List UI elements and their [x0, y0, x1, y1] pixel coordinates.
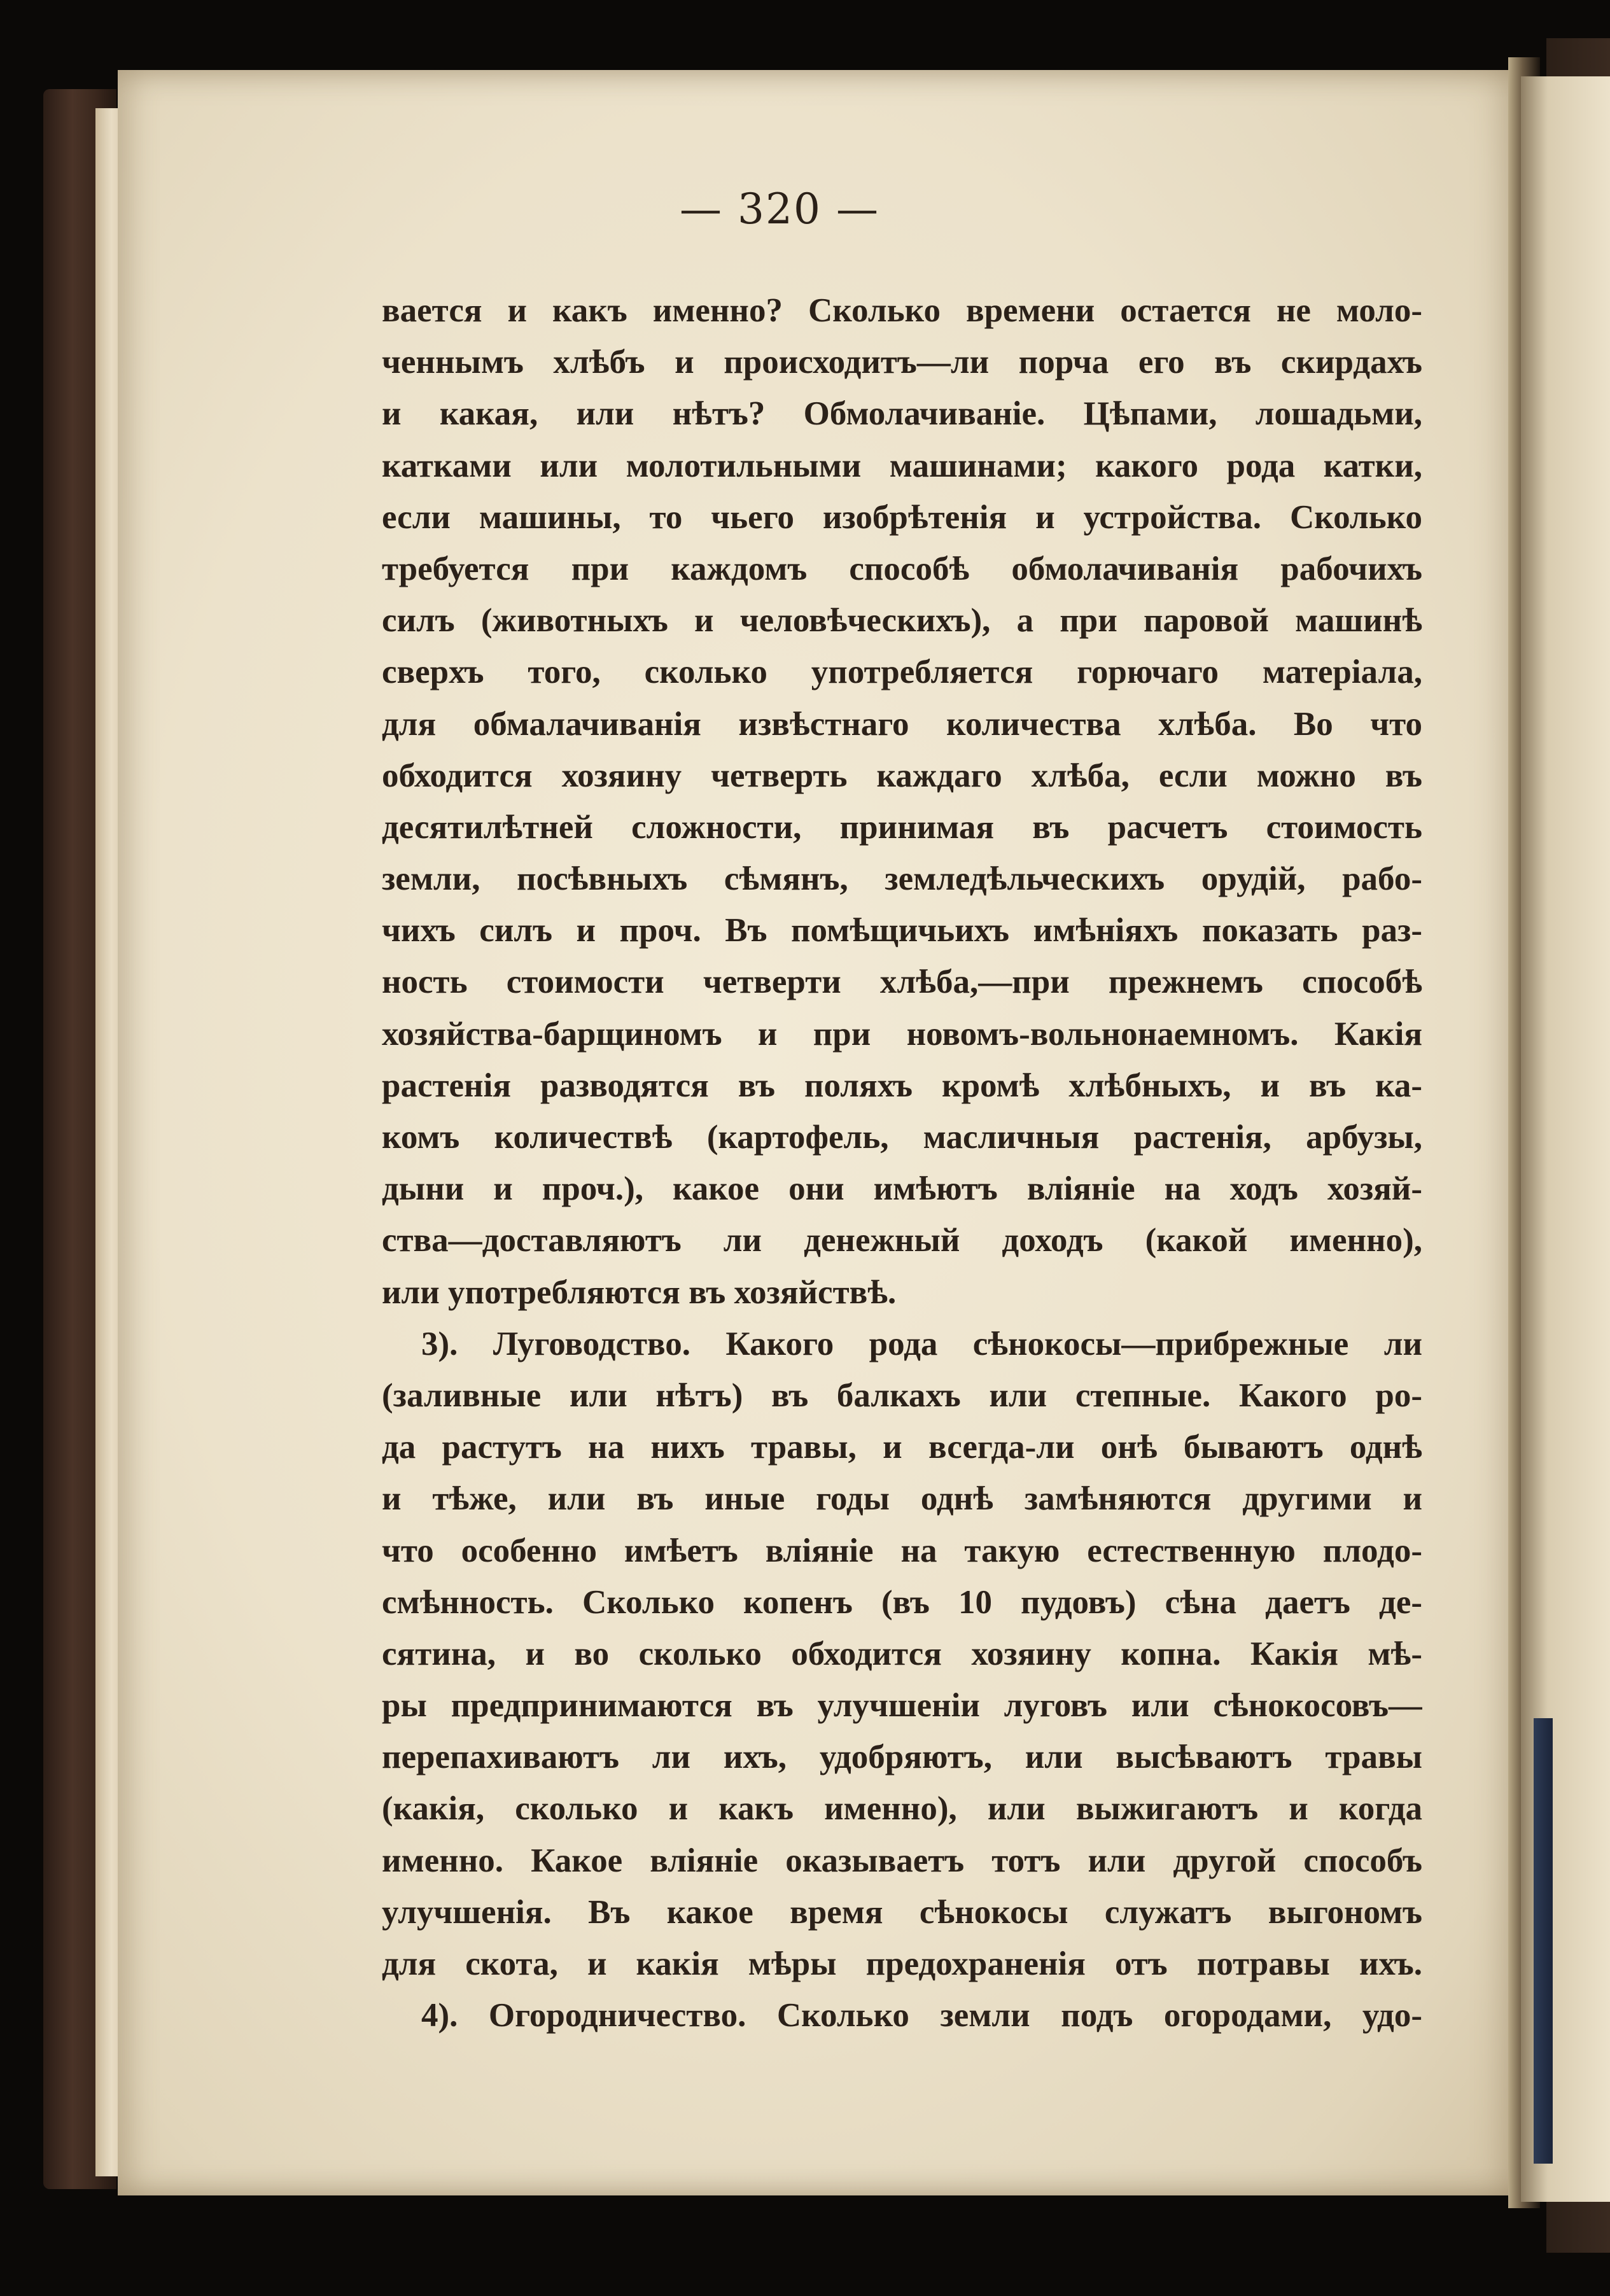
text-line: для скота, и какія мѣры предохраненія отъ потравы ихъ.: [382, 1945, 1422, 1982]
text-line: (заливные или нѣтъ) въ балкахъ или степные. Какого ро-: [382, 1376, 1422, 1414]
text-line: ры предпринимаются въ улучшеніи луговъ или сѣнокосовъ—: [382, 1687, 1422, 1725]
text-line: силъ (животныхъ и человѣческихъ), а при паровой машинѣ: [382, 602, 1422, 640]
text-line: комъ количествѣ (картофель, масличныя растенія, арбузы,: [382, 1119, 1422, 1156]
spine-ribbon: [1534, 1718, 1553, 2164]
text-line: десятилѣтней сложности, принимая въ расчетъ стоимость: [382, 808, 1422, 846]
page-number: — 320 —: [680, 185, 879, 234]
text-line: ность стоимости четверти хлѣба,—при прежнемъ способѣ: [382, 963, 1422, 1001]
text-line: смѣнность. Сколько копенъ (въ 10 пудовъ) сѣна даетъ де-: [382, 1583, 1422, 1621]
text-line: и тѣже, или въ иные годы однѣ замѣняются другими и: [382, 1480, 1422, 1518]
text-line: и какая, или нѣтъ? Обмолачиваніе. Цѣпами, лошадьми,: [382, 395, 1422, 433]
text-line: ства—доставляютъ ли денежный доходъ (какой именно),: [382, 1222, 1422, 1259]
text-line: вается и какъ именно? Сколько времени остается не моло-: [382, 292, 1422, 329]
text-line: 4). Огородничество. Сколько земли подъ огородами, удо-: [421, 1997, 1422, 2034]
text-line: растенія разводятся въ поляхъ кромѣ хлѣбныхъ, и въ ка-: [382, 1067, 1422, 1104]
text-line: если машины, то чьего изобрѣтенія и устройства. Сколько: [382, 498, 1422, 536]
text-line: или употребляются въ хозяйствѣ.: [382, 1273, 897, 1311]
text-line: (какія, сколько и какъ именно), или выжигаютъ и когда: [382, 1790, 1422, 1828]
text-line: чихъ силъ и проч. Въ помѣщичьихъ имѣніяхъ показать раз-: [382, 912, 1422, 949]
text-line: хозяйства-барщиномъ и при новомъ-вольнонаемномъ. Какія: [382, 1015, 1422, 1053]
text-line: улучшенія. Въ какое время сѣнокосы служатъ выгономъ: [382, 1893, 1422, 1931]
text-line: для обмалачиванія извѣстнаго количества хлѣба. Во что: [382, 705, 1422, 743]
text-line: перепахиваютъ ли ихъ, удобряютъ, или высѣваютъ травы: [382, 1739, 1422, 1776]
page-body: [382, 285, 1422, 2041]
text-line: сверхъ того, сколько употребляется горючаго матеріала,: [382, 654, 1422, 691]
text-line: да растутъ на нихъ травы, и всегда-ли онѣ бываютъ однѣ: [382, 1429, 1422, 1466]
text-line: 3). Луговодство. Какого рода сѣнокосы—прибрежные ли: [421, 1325, 1422, 1362]
text-line: дыни и проч.), какое они имѣютъ вліяніе на ходъ хозяй-: [382, 1170, 1422, 1208]
text-line: обходится хозяину четверть каждаго хлѣба, если можно въ: [382, 757, 1422, 794]
text-line: требуется при каждомъ способѣ обмолачиванія рабочихъ: [382, 550, 1422, 587]
text-line: земли, посѣвныхъ сѣмянъ, земледѣльческихъ орудій, рабо-: [382, 860, 1422, 898]
text-line: что особенно имѣетъ вліяніе на такую естественную плодо-: [382, 1532, 1422, 1569]
text-line: катками или молотильными машинами; какого рода катки,: [382, 447, 1422, 484]
text-line: сятина, и во сколько обходится хозяину копна. Какія мѣ-: [382, 1635, 1422, 1672]
text-line: ченнымъ хлѣбъ и происходитъ—ли порча его въ скирдахъ: [382, 344, 1422, 381]
text-line: именно. Какое вліяніе оказываетъ тотъ или другой способъ: [382, 1842, 1422, 1879]
